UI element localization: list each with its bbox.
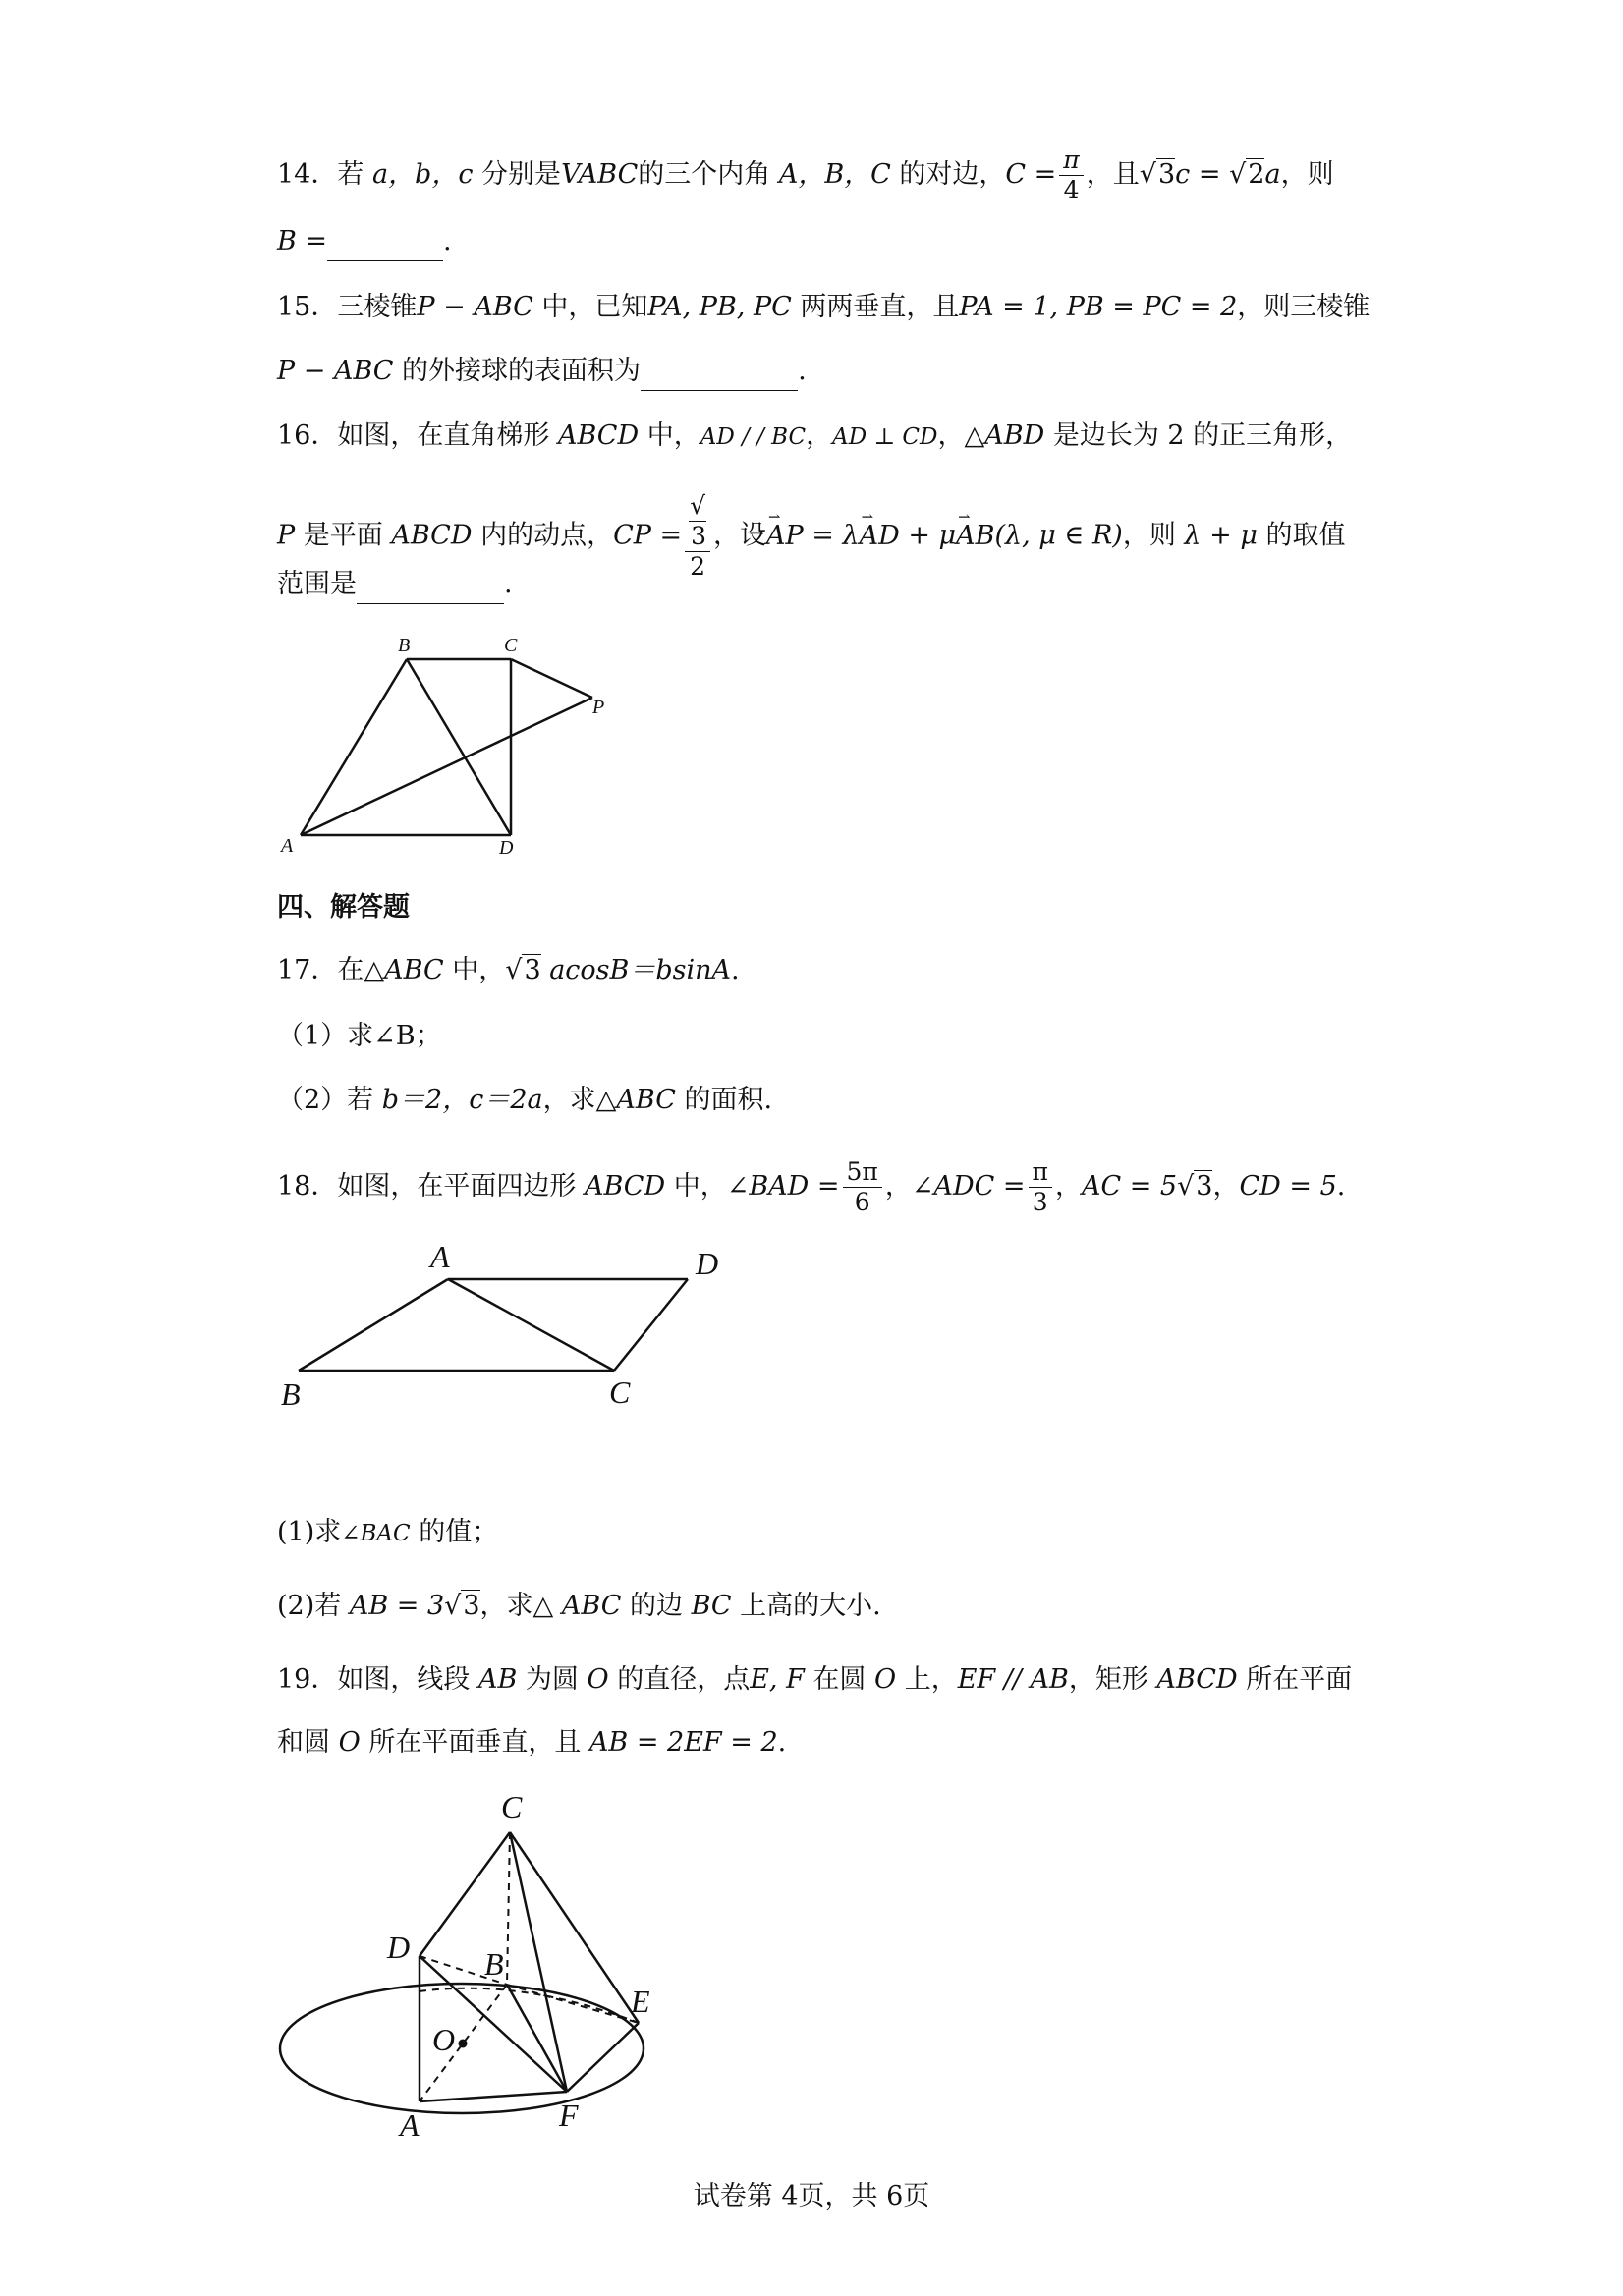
q16-label-d: D xyxy=(499,837,514,859)
q18-abcd: ABCD xyxy=(584,1171,666,1202)
q18-label-d: D xyxy=(696,1246,719,1281)
q18-bc: BC xyxy=(691,1591,732,1621)
q16-frac-num: √ 3 xyxy=(685,491,710,552)
q19-line2 xyxy=(277,1723,786,1763)
q19-text: ，矩形 xyxy=(1068,1664,1157,1695)
q14-end: . xyxy=(443,226,452,256)
q18-label-b: B xyxy=(281,1376,301,1412)
q19-parallel: EF // AB xyxy=(957,1664,1069,1695)
q17-end: . xyxy=(731,955,740,985)
q19-abcd: ABCD xyxy=(1156,1664,1238,1695)
q16-abcd: ABCD xyxy=(391,520,473,551)
q17-text: ，求△ xyxy=(542,1085,617,1115)
q17-abc: ABC xyxy=(616,1085,676,1115)
q14-sqrt3: 3 xyxy=(1157,159,1176,190)
q16-abd: ABD xyxy=(984,420,1045,451)
q18-part2: (2)若 AB = 3√3，求△ ABC 的边 BC 上高的大小. xyxy=(277,1591,881,1621)
q19-edge-cf xyxy=(510,1832,567,2092)
q16-eq: = λ xyxy=(803,520,860,551)
q16-figure xyxy=(275,629,629,865)
q14-eq: = xyxy=(1190,159,1230,190)
q18-text: ，求△ xyxy=(479,1591,562,1621)
q18-ac: AC = 5 xyxy=(1081,1171,1178,1202)
q16-vector-ad: ⇀ AD xyxy=(860,517,900,556)
q19-text: 和圆 xyxy=(277,1727,339,1758)
q14-vars: a，b，c xyxy=(371,159,474,190)
q14-angles: A，B，C xyxy=(778,159,891,190)
q15-condition: PA = 1, PB = PC = 2 xyxy=(959,292,1238,322)
q19-o: O xyxy=(587,1664,609,1695)
q18-frac-num: π xyxy=(1029,1157,1052,1188)
q16-text: ，设 xyxy=(713,520,767,551)
q18-part1 xyxy=(277,1513,498,1553)
q19-text: 所在平面 xyxy=(1237,1664,1353,1695)
q14-line2 xyxy=(277,222,452,261)
q18-sep: ， xyxy=(1212,1171,1240,1202)
q19-edge-cd xyxy=(420,1832,510,1956)
q16-sqrt: 3 xyxy=(691,522,707,550)
q19-label-a: A xyxy=(400,2107,420,2143)
q18-text: 的边 xyxy=(621,1591,692,1621)
q18-edge-ac xyxy=(448,1279,614,1371)
q15-pyramid: P − ABC xyxy=(417,292,533,322)
q18-text: (1)求 xyxy=(277,1517,342,1547)
q19-center-point xyxy=(459,2040,468,2048)
q17-line1: 17．在△ABC 中，√3 acosB＝bsinA. xyxy=(277,955,740,985)
q18-frac-num: 5π xyxy=(843,1157,882,1188)
q18-text: 上高的大小. xyxy=(731,1591,881,1621)
q19-label-f: F xyxy=(559,2098,579,2133)
q19-circle xyxy=(280,1984,644,2113)
q17-abc: ABC xyxy=(384,955,444,985)
q15-text: ，则三棱锥 xyxy=(1237,292,1371,322)
q18-figure xyxy=(275,1233,737,1420)
q16-number: 16． xyxy=(277,420,338,451)
q18-edge-ba xyxy=(299,1279,448,1371)
q16-label-b: B xyxy=(398,635,411,656)
q16-fraction xyxy=(685,491,710,582)
q18-sep: ， xyxy=(1054,1171,1082,1202)
q17-text: 的面积. xyxy=(675,1085,773,1115)
q19-edge-be xyxy=(507,1985,639,2023)
q18-sqrt: 3 xyxy=(1196,1171,1213,1202)
q17-number: 17． xyxy=(277,955,338,985)
q16-edge-cp xyxy=(511,659,592,698)
q16-text: ，△ xyxy=(937,420,985,451)
q18-sqrt: 3 xyxy=(463,1591,480,1621)
q16-end: . xyxy=(504,569,513,599)
q14-answer-blank[interactable] xyxy=(327,231,443,261)
q16-line3 xyxy=(277,565,513,604)
q16-edge-ap xyxy=(301,698,592,835)
q14-c-eq: C = xyxy=(1005,159,1057,190)
q16-vector-ab: ⇀ AB xyxy=(956,517,994,556)
q19-text: 如图，线段 xyxy=(337,1664,478,1695)
q18-ab: AB = 3 xyxy=(349,1591,445,1621)
q14-text: 分别是 xyxy=(473,159,562,190)
q18-label-c: C xyxy=(609,1374,631,1410)
q15-number: 15． xyxy=(277,292,338,322)
q14-text: 若 xyxy=(337,159,372,190)
q15-pyramid: P − ABC xyxy=(277,356,394,386)
q18-angle-bac: ∠BAC xyxy=(341,1521,411,1546)
q14-frac-den: 4 xyxy=(1063,176,1080,204)
q19-edge-af xyxy=(420,2092,567,2101)
q16-text: 是平面 xyxy=(295,520,392,551)
q19-text: 上， xyxy=(896,1664,958,1695)
q19-label-d: D xyxy=(387,1930,411,1965)
q19-o: O xyxy=(873,1664,897,1695)
q18-text: 如图，在平面四边形 xyxy=(337,1171,585,1202)
q16-parallel: AD / / BC xyxy=(700,424,807,450)
q19-number: 19． xyxy=(277,1664,338,1695)
q15-end: . xyxy=(798,356,807,386)
q16-text: ，则 xyxy=(1122,520,1185,551)
q16-text: 是边长为 2 的正三角形， xyxy=(1044,420,1353,451)
q15-line1 xyxy=(277,288,1370,327)
page-footer: 试卷第 4页，共 6页 xyxy=(693,2181,930,2212)
q16-perpendicular: AD ⊥ CD xyxy=(832,424,938,450)
q19-ab: AB xyxy=(477,1664,518,1695)
q19-line1 xyxy=(277,1660,1352,1700)
q19-edge-ef xyxy=(567,2023,639,2092)
q14-c: c xyxy=(1175,159,1191,190)
q14-line1: 14．若 a，b，c 分别是VABC的三个内角 A，B，C 的对边，C = $\frac{\pi}{4}$ ，且√3c = √2a，则 xyxy=(277,145,1334,204)
q19-text: 在圆 xyxy=(804,1664,874,1695)
q19-text: 为圆 xyxy=(517,1664,588,1695)
q17-part1: （1）求∠B； xyxy=(277,1021,442,1051)
q16-text: ， xyxy=(806,420,833,451)
q16-text: 范围是 xyxy=(277,569,357,599)
q14-frac-num: π xyxy=(1059,145,1083,176)
q19-end: . xyxy=(777,1727,787,1758)
q15-line2 xyxy=(277,352,807,391)
q18-frac-den: 6 xyxy=(854,1188,870,1216)
q18-angle-bad: ∠BAD = xyxy=(726,1171,840,1202)
q17-expression: acosB＝bsinA xyxy=(540,955,732,985)
section-heading: 四、解答题 xyxy=(277,892,410,923)
q18-text: 的值； xyxy=(410,1517,499,1547)
q19-label-c: C xyxy=(501,1789,523,1824)
q14-sqrt2: 2 xyxy=(1248,159,1265,190)
q18-fraction-adc xyxy=(1029,1157,1052,1217)
q16-vector-ap: ⇀ AP xyxy=(766,517,804,556)
q15-text: 中，已知 xyxy=(532,292,648,322)
q17-part2 xyxy=(277,1081,772,1120)
q16-cp: CP = xyxy=(613,520,683,551)
q19-edge-ce xyxy=(510,1832,639,2023)
q14-text: 的对边， xyxy=(890,159,1006,190)
q16-label-p: P xyxy=(592,697,605,718)
q17-condition: b＝2，c＝2a xyxy=(381,1085,543,1115)
q18-frac-den: 3 xyxy=(1032,1188,1048,1216)
q17-text: 在△ xyxy=(337,955,385,985)
q19-ef: E, F xyxy=(750,1664,805,1695)
q17-sqrt3: 3 xyxy=(524,955,541,985)
q18-end: . xyxy=(1336,1171,1346,1202)
q14-fraction xyxy=(1059,145,1083,205)
q18-cd: CD = 5 xyxy=(1239,1171,1337,1202)
q15-edges: PA, PB, PC xyxy=(647,292,792,322)
q19-label-e: E xyxy=(631,1984,650,2019)
q16-p: P xyxy=(277,520,296,551)
q18-number: 18． xyxy=(277,1171,338,1202)
q16-text: 内的动点， xyxy=(472,520,614,551)
q18-text: (2)若 xyxy=(277,1591,350,1621)
q19-label-o: O xyxy=(432,2022,456,2057)
q18-angle-adc: ∠ADC = xyxy=(911,1171,1026,1202)
q19-text: 的直径，点 xyxy=(608,1664,751,1695)
q14-a: a xyxy=(1264,159,1281,190)
q15-text: 三棱锥 xyxy=(337,292,418,322)
q16-plus: + μ xyxy=(899,520,957,551)
q15-text: 的外接球的表面积为 xyxy=(393,356,642,386)
q14-triangle: VABC xyxy=(561,159,639,190)
q18-sep: ， xyxy=(884,1171,912,1202)
q16-edge-bd xyxy=(407,659,511,835)
q19-circle-back xyxy=(420,1988,639,2023)
q16-edge-ab xyxy=(301,659,407,835)
q19-label-b: B xyxy=(484,1946,504,1982)
q18-edge-dc xyxy=(614,1279,688,1371)
q16-label-a: A xyxy=(281,835,294,857)
q16-line1 xyxy=(277,417,1352,457)
q17-text: （2）若 xyxy=(277,1085,382,1115)
q19-text: 所在平面垂直，且 xyxy=(360,1727,589,1758)
q19-o: O xyxy=(338,1727,361,1758)
q15-answer-blank[interactable] xyxy=(641,361,798,391)
q16-lambda-mu: λ + μ xyxy=(1184,520,1258,551)
q16-text: 如图，在直角梯形 xyxy=(337,420,558,451)
q18-line1: 18．如图，在平面四边形 ABCD 中，∠BAD = $\frac{5\pi}{6}$ ，∠ADC = $\frac{\pi}{3}$ ，AC = 5√3，CD = 5. xyxy=(277,1157,1346,1216)
q18-label-a: A xyxy=(430,1239,450,1274)
q18-fraction-bad xyxy=(843,1157,882,1217)
q14-text: ，则 xyxy=(1280,159,1334,190)
q18-text: 中， xyxy=(665,1171,727,1202)
q16-answer-blank[interactable] xyxy=(357,574,504,604)
q16-label-c: C xyxy=(504,635,518,656)
q19-figure xyxy=(275,1783,668,2156)
q17-text: 中， xyxy=(443,955,506,985)
q16-text: 的取值 xyxy=(1257,520,1346,551)
q16-abcd: ABCD xyxy=(557,420,640,451)
q16-text: 中， xyxy=(639,420,700,451)
q18-abc: ABC xyxy=(561,1591,622,1621)
q14-answer-lhs: B = xyxy=(277,226,328,256)
q19-edge-cb xyxy=(507,1832,510,1985)
q16-condition: (λ, μ ∈ R) xyxy=(994,520,1123,551)
q19-edge-bf xyxy=(507,1985,567,2092)
q19-condition: AB = 2EF = 2 xyxy=(588,1727,778,1758)
q16-frac-den: 2 xyxy=(690,552,706,581)
q14-text: ，且 xyxy=(1086,159,1140,190)
q14-text: 的三个内角 xyxy=(638,159,779,190)
q15-text: 两两垂直，且 xyxy=(791,292,960,322)
q14-number: 14． xyxy=(277,159,338,190)
